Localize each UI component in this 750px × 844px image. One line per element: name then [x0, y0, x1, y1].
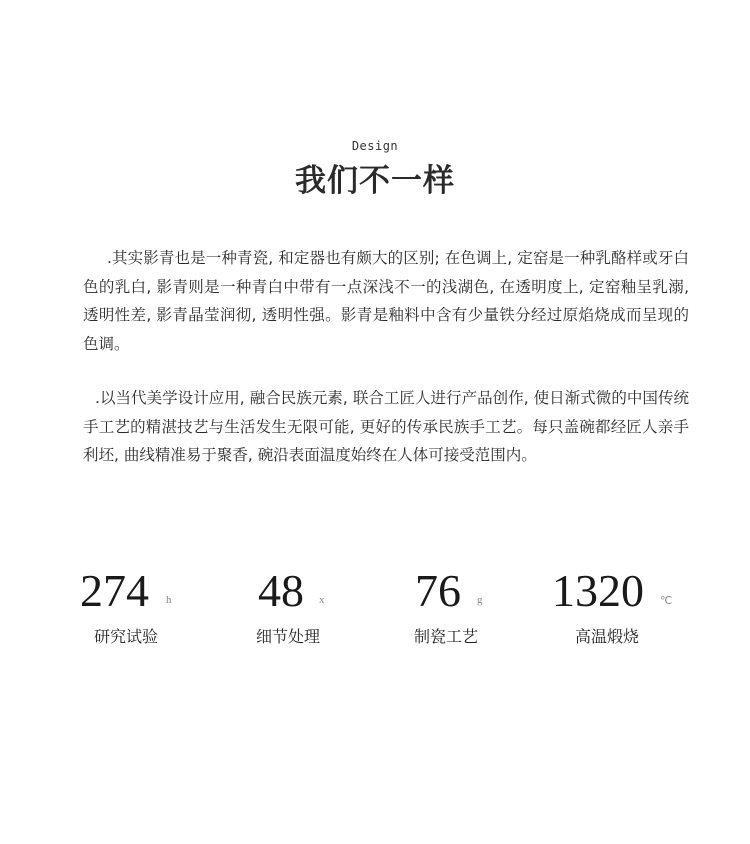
stat-unit: ℃ [660, 595, 673, 607]
stat-unit: x [319, 594, 325, 606]
stat-unit: h [166, 594, 172, 606]
stat-label: 高温煅烧 [575, 627, 640, 646]
intro-paragraph-1: .其实影青也是一种青瓷, 和定器也有颇大的区别; 在色调上, 定窑是一种乳酪样或牙白色的乳白, 影青则是一种青白中带有一点深浅不一的浅湖色, 在透明度上, 定窑釉呈乳溺, 透明性差, 影青晶莹润彻, 透明性强。影青是釉料中含有少量铁分经过原焰烧成而呈现的色调。 [83, 249, 689, 353]
intro-paragraph-2: .以当代美学设计应用, 融合民族元素, 联合工匠人进行产品创作, 使日渐式微的中国传统手工艺的精湛技艺与生活发生无限可能, 更好的传承民族手工艺。每只盖碗都经匠人亲手利坯, 曲线精准易于聚香, 碗沿表面温度始终在人体可接受范围内。 [83, 389, 689, 465]
section-eyebrow: Design [351, 139, 399, 153]
stat-label: 制瓷工艺 [414, 627, 479, 646]
stat-label: 细节处理 [256, 627, 321, 646]
stat-value: 1320 [552, 565, 644, 616]
stat-value: 274 [80, 565, 149, 616]
stats-row [0, 565, 750, 665]
stat-label: 研究试验 [94, 627, 159, 646]
stat-value: 76 [415, 565, 461, 616]
section-title: 我们不一样 [295, 163, 455, 199]
stat-value: 48 [258, 565, 304, 616]
stat-unit: g [477, 594, 483, 606]
